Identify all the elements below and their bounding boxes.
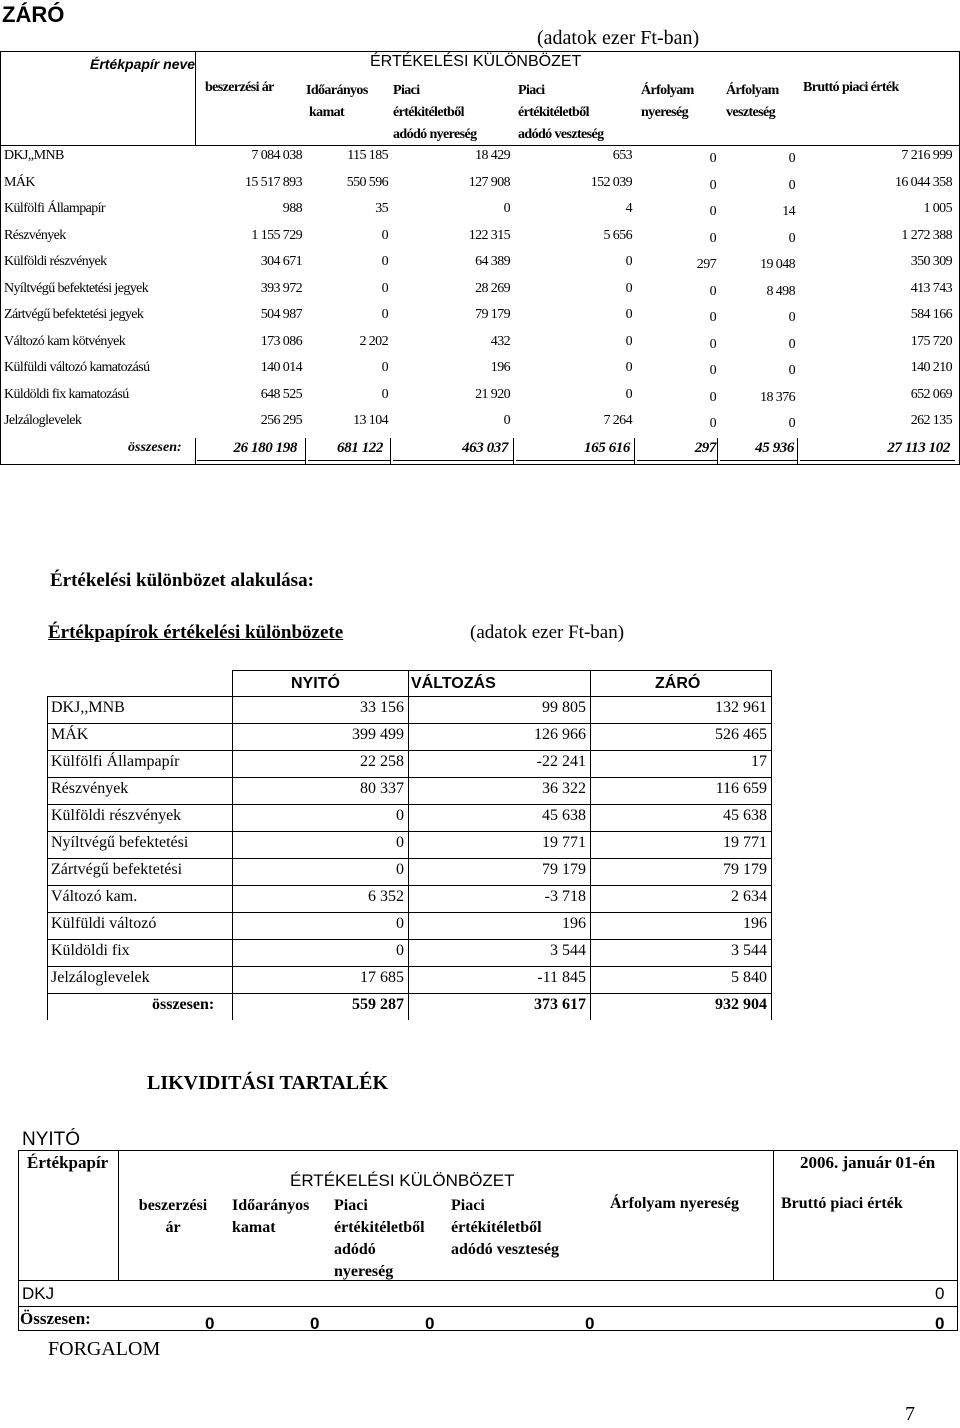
cell-value: 413 743 bbox=[910, 280, 952, 296]
cell-value: 22 258 bbox=[360, 753, 404, 770]
cell-value: 0 bbox=[709, 336, 716, 352]
column-header-fx-gain-2: Árfolyam nyereség bbox=[610, 1195, 739, 1212]
row-name: Külföldi részvények bbox=[51, 807, 182, 824]
cell-value: 350 309 bbox=[910, 254, 952, 269]
unit-note-2: (adatok ezer Ft-ban) bbox=[470, 622, 625, 643]
page-number: 7 bbox=[905, 1403, 915, 1425]
row-name: MÁK bbox=[51, 726, 89, 743]
cell-value: 8 498 bbox=[766, 283, 795, 299]
group-header: ÉRTÉKELÉSI KÜLÖNBÖZET bbox=[370, 53, 582, 70]
total-value: 373 617 bbox=[534, 996, 586, 1013]
cell-value: 0 bbox=[396, 942, 404, 959]
cell-value: 526 465 bbox=[715, 726, 767, 743]
total-value: 45 936 bbox=[755, 440, 794, 456]
cell-value: 1 155 729 bbox=[251, 227, 302, 243]
total-value: 463 037 bbox=[462, 440, 508, 456]
total-value: 27 113 102 bbox=[887, 440, 950, 456]
row-name: Zártvégű befektetési bbox=[51, 861, 183, 878]
row-name: Változó kam. bbox=[51, 888, 138, 905]
cell-value: 3 544 bbox=[731, 942, 767, 959]
total-label: összesen: bbox=[152, 996, 215, 1013]
column-header-gross-value: Bruttó piaci érték bbox=[803, 80, 899, 95]
row-label-dkj: DKJ bbox=[22, 1284, 55, 1303]
cell-value: 0 bbox=[396, 834, 404, 851]
cell-value: 0 bbox=[625, 307, 632, 322]
section-subheading: Értékpapírok értékelési különbözete bbox=[48, 622, 344, 643]
cell-value: 0 bbox=[396, 861, 404, 878]
cell-value: 2 634 bbox=[731, 888, 767, 905]
cell-value: 988 bbox=[282, 201, 302, 216]
cell-value: 17 bbox=[751, 753, 767, 770]
cell-value: 122 315 bbox=[468, 227, 510, 243]
row-name: Külfüldi változó bbox=[51, 915, 157, 932]
cell-value: -11 845 bbox=[537, 969, 586, 986]
total-value: 165 616 bbox=[584, 440, 630, 456]
cell-value: 0 bbox=[396, 807, 404, 824]
cell-value: 18 429 bbox=[475, 148, 510, 163]
column-header-fx-loss: Árfolyam veszteség bbox=[726, 83, 779, 120]
cell-value: 7 216 999 bbox=[901, 148, 952, 163]
total-value: 26 180 198 bbox=[233, 440, 297, 456]
cell-value: 196 bbox=[743, 915, 767, 932]
cell-value: 18 376 bbox=[760, 389, 795, 405]
cell-value: -3 718 bbox=[544, 888, 586, 905]
cell-value: 0 bbox=[788, 230, 795, 246]
cell-value: 80 337 bbox=[360, 780, 404, 797]
cell-value: 99 805 bbox=[542, 699, 586, 716]
row-name: Zártvégű befektetési jegyek bbox=[4, 307, 144, 322]
row-name: Részvények bbox=[51, 780, 129, 797]
total-value: 0 bbox=[585, 1314, 595, 1333]
cell-value: 79 179 bbox=[542, 861, 586, 878]
cell-value: 0 bbox=[788, 151, 795, 166]
cell-value: 127 908 bbox=[468, 174, 510, 190]
cell-value: 0 bbox=[709, 283, 716, 299]
cell-value: 504 987 bbox=[260, 307, 302, 322]
row-name: Külfüldi változó kamatozású bbox=[4, 360, 150, 375]
cell-value: 399 499 bbox=[352, 726, 404, 743]
cell-value: 0 bbox=[396, 915, 404, 932]
cell-value: 0 bbox=[381, 386, 388, 402]
cell-value: 15 517 893 bbox=[244, 174, 302, 190]
cell-value: 45 638 bbox=[542, 807, 586, 824]
cell-value: 14 bbox=[782, 204, 795, 219]
row-name: Külföldi részvények bbox=[4, 254, 107, 269]
cell-value: 7 264 bbox=[603, 413, 632, 428]
cell-value: 2 202 bbox=[359, 333, 388, 349]
cell-value: 140 014 bbox=[260, 360, 302, 375]
cell-value: 21 920 bbox=[475, 386, 510, 402]
cell-value: 36 322 bbox=[542, 780, 586, 797]
page-title: ZÁRÓ bbox=[2, 2, 65, 27]
cell-value: 0 bbox=[625, 280, 632, 296]
section-heading: Értékelési különbözet alakulása: bbox=[50, 570, 314, 591]
total-value: 0 bbox=[425, 1314, 435, 1333]
cell-value: 173 086 bbox=[260, 333, 302, 349]
row-name: Nyíltvégű befektetési jegyek bbox=[4, 280, 149, 296]
cell-value: 115 185 bbox=[347, 148, 388, 163]
cell-value: 0 bbox=[709, 177, 716, 193]
cell-value: 652 069 bbox=[910, 386, 952, 402]
row-name: Részvények bbox=[4, 227, 66, 243]
column-header-open: NYITÓ bbox=[291, 675, 340, 692]
cell-value: 653 bbox=[612, 148, 632, 163]
column-header-interest: Időarányos kamat bbox=[306, 83, 368, 120]
cell-value: 584 166 bbox=[910, 307, 952, 322]
total-label: összesen: bbox=[128, 440, 182, 455]
valuation-table-close bbox=[0, 0, 960, 470]
total-value: 0 bbox=[935, 1314, 945, 1333]
cell-value: 0 bbox=[709, 389, 716, 405]
cell-value: 256 295 bbox=[260, 413, 302, 428]
cell-value: -22 241 bbox=[536, 753, 586, 770]
total-label-3: Összesen: bbox=[20, 1309, 91, 1328]
row-value-dkj: 0 bbox=[935, 1284, 945, 1303]
row-name: Jelzáloglevelek bbox=[4, 413, 82, 428]
total-value: 0 bbox=[205, 1314, 215, 1333]
cell-value: 152 039 bbox=[590, 174, 632, 190]
row-name: DKJ,,MNB bbox=[51, 699, 125, 716]
cell-value: 196 bbox=[490, 360, 510, 375]
cell-value: 0 bbox=[709, 204, 716, 219]
cell-value: 648 525 bbox=[260, 386, 302, 402]
cell-value: 5 840 bbox=[731, 969, 767, 986]
cell-value: 393 972 bbox=[260, 280, 302, 296]
row-name: Külfölfi Állampapír bbox=[4, 201, 105, 216]
cell-value: 1 005 bbox=[923, 201, 952, 216]
cell-value: 16 044 358 bbox=[894, 174, 952, 190]
cell-value: 0 bbox=[625, 360, 632, 375]
cell-value: 1 272 388 bbox=[901, 227, 952, 243]
cell-value: 432 bbox=[490, 333, 510, 349]
cell-value: 0 bbox=[788, 310, 795, 325]
cell-value: 0 bbox=[381, 307, 388, 322]
column-header-fx-gain: Árfolyam nyereség bbox=[641, 83, 694, 120]
cell-value: 0 bbox=[625, 333, 632, 349]
cell-value: 297 bbox=[696, 257, 716, 272]
cell-value: 0 bbox=[788, 416, 795, 431]
turnover-label: FORGALOM bbox=[48, 1338, 161, 1360]
cell-value: 19 771 bbox=[542, 834, 586, 851]
column-header-security: Értékpapír bbox=[27, 1153, 109, 1172]
row-name: Változó kam kötvények bbox=[4, 333, 126, 349]
cell-value: 126 966 bbox=[534, 726, 586, 743]
cell-value: 64 389 bbox=[475, 254, 510, 269]
column-header-purchase-2: beszerzési ár bbox=[138, 1197, 208, 1236]
cell-value: 196 bbox=[562, 915, 586, 932]
cell-value: 0 bbox=[788, 363, 795, 378]
cell-value: 79 179 bbox=[475, 307, 510, 322]
liquidity-reserve-title: LIKVIDITÁSI TARTALÉK bbox=[147, 1072, 389, 1094]
cell-value: 0 bbox=[709, 151, 716, 166]
cell-value: 28 269 bbox=[475, 280, 510, 296]
column-header-interest-2: Időarányos kamat bbox=[232, 1197, 310, 1236]
row-name: MÁK bbox=[4, 174, 35, 190]
cell-value: 0 bbox=[503, 413, 510, 428]
column-header-market-loss-2: Piaci értékitéletből adódó veszteség bbox=[451, 1197, 559, 1258]
total-value: 932 904 bbox=[715, 996, 767, 1013]
cell-value: 0 bbox=[381, 360, 388, 375]
cell-value: 6 352 bbox=[368, 888, 404, 905]
row-name: Küldöldi fix bbox=[51, 942, 130, 959]
cell-value: 79 179 bbox=[723, 861, 767, 878]
cell-value: 550 596 bbox=[346, 174, 388, 190]
column-header-change: VÁLTOZÁS bbox=[411, 675, 496, 692]
column-header-name: Értékpapír neve bbox=[90, 56, 196, 72]
cell-value: 0 bbox=[788, 336, 795, 352]
cell-value: 116 659 bbox=[715, 780, 767, 797]
column-header-market-gain: Piaci értékitéletből adódó nyereség bbox=[393, 83, 477, 142]
total-value: 559 287 bbox=[352, 996, 404, 1013]
cell-value: 304 671 bbox=[260, 254, 302, 269]
cell-value: 262 135 bbox=[910, 413, 952, 428]
column-header-market-loss: Piaci értékitéletből adódó veszteség bbox=[518, 83, 604, 142]
column-header-purchase: beszerzési ár bbox=[205, 80, 274, 95]
cell-value: 0 bbox=[709, 416, 716, 431]
total-value: 297 bbox=[694, 440, 716, 456]
cell-value: 0 bbox=[788, 177, 795, 193]
cell-value: 0 bbox=[381, 254, 388, 269]
cell-value: 19 771 bbox=[723, 834, 767, 851]
cell-value: 140 210 bbox=[910, 360, 952, 375]
cell-value: 175 720 bbox=[910, 333, 952, 349]
date-header: 2006. január 01-én bbox=[800, 1153, 936, 1172]
cell-value: 3 544 bbox=[550, 942, 586, 959]
cell-value: 13 104 bbox=[353, 413, 388, 428]
total-value: 0 bbox=[310, 1314, 320, 1333]
cell-value: 33 156 bbox=[360, 699, 404, 716]
cell-value: 0 bbox=[381, 280, 388, 296]
cell-value: 5 656 bbox=[603, 227, 632, 243]
row-name: Nyíltvégű befektetési bbox=[51, 834, 189, 851]
row-name: Küldöldi fix kamatozású bbox=[4, 386, 129, 402]
column-header-close: ZÁRÓ bbox=[655, 675, 701, 692]
cell-value: 0 bbox=[503, 201, 510, 216]
cell-value: 0 bbox=[709, 230, 716, 246]
column-header-market-gain-2: Piaci értékitéletből adódó nyereség bbox=[334, 1197, 425, 1280]
cell-value: 0 bbox=[625, 386, 632, 402]
row-name: Jelzáloglevelek bbox=[51, 969, 150, 986]
row-name: DKJ,,MNB bbox=[4, 148, 64, 163]
opening-label: NYITÓ bbox=[22, 1129, 81, 1150]
cell-value: 0 bbox=[381, 227, 388, 243]
cell-value: 7 084 038 bbox=[251, 148, 302, 163]
cell-value: 35 bbox=[375, 201, 388, 216]
cell-value: 45 638 bbox=[723, 807, 767, 824]
unit-note: (adatok ezer Ft-ban) bbox=[537, 27, 700, 49]
cell-value: 0 bbox=[709, 363, 716, 378]
total-value: 681 122 bbox=[337, 440, 383, 456]
cell-value: 0 bbox=[625, 254, 632, 269]
cell-value: 4 bbox=[625, 201, 632, 216]
column-header-gross-value-2: Bruttó piaci érték bbox=[781, 1195, 903, 1212]
cell-value: 0 bbox=[709, 310, 716, 325]
row-name: Külfölfi Állampapír bbox=[51, 753, 180, 770]
cell-value: 19 048 bbox=[760, 257, 795, 272]
cell-value: 132 961 bbox=[715, 699, 767, 716]
cell-value: 17 685 bbox=[360, 969, 404, 986]
group-header-2: ÉRTÉKELÉSI KÜLÖNBÖZET bbox=[290, 1171, 515, 1190]
